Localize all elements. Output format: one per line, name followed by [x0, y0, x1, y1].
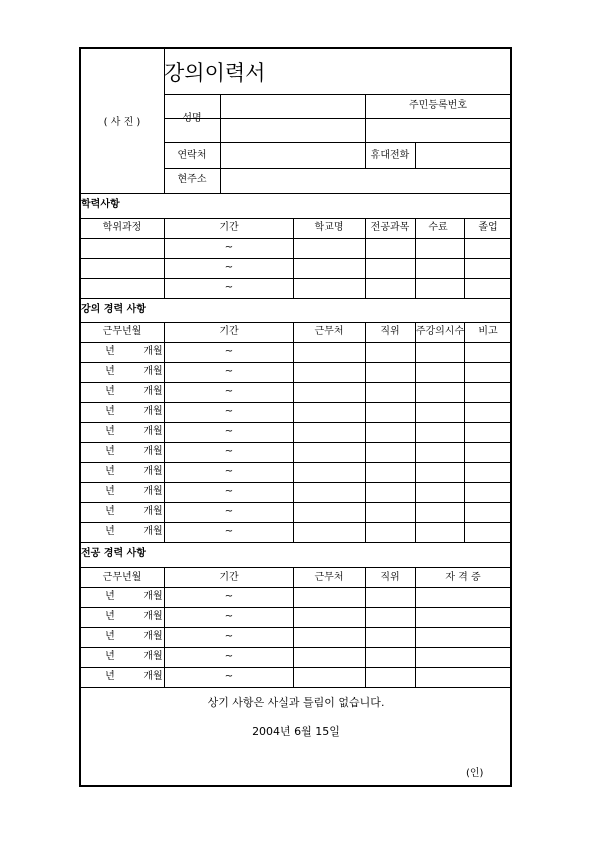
year-label: 년 [105, 591, 115, 602]
month-label: 개월 [143, 446, 163, 457]
period-tilde: ~ [224, 366, 234, 377]
grid-line [80, 647, 512, 648]
grid-line [80, 382, 512, 383]
grid-line [464, 322, 465, 542]
period-tilde: ~ [224, 631, 234, 642]
grid-line [164, 567, 165, 687]
month-label: 개월 [143, 506, 163, 517]
grid-line [80, 362, 512, 363]
period-tilde: ~ [224, 386, 234, 397]
month-label: 개월 [143, 631, 163, 642]
edu-row-tilde: ~ [224, 282, 234, 293]
period-tilde: ~ [224, 671, 234, 682]
edu-header-completion: 수료 [428, 222, 448, 233]
grid-line [80, 567, 512, 568]
period-tilde: ~ [224, 506, 234, 517]
edu-header-school: 학교명 [314, 222, 344, 233]
year-label: 년 [105, 631, 115, 642]
grid-line [80, 258, 512, 259]
month-label: 개월 [143, 671, 163, 682]
grid-line [80, 522, 512, 523]
grid-line [415, 567, 416, 687]
year-label: 년 [105, 651, 115, 662]
education-section-title: 학력사항 [81, 199, 120, 210]
grid-line [80, 442, 512, 443]
month-label: 개월 [143, 346, 163, 357]
grid-line [293, 322, 294, 542]
grid-line [80, 342, 512, 343]
lecture-career-section-title: 강의 경력 사항 [81, 304, 146, 315]
major-header-date: 근무년월 [102, 572, 142, 583]
year-label: 년 [105, 366, 115, 377]
month-label: 개월 [143, 366, 163, 377]
year-label: 년 [105, 406, 115, 417]
month-label: 개월 [143, 611, 163, 622]
major-header-certificate: 자 격 증 [445, 572, 481, 583]
period-tilde: ~ [224, 651, 234, 662]
month-label: 개월 [143, 486, 163, 497]
year-label: 년 [105, 486, 115, 497]
mobile-label: 휴대전화 [370, 150, 410, 161]
grid-line [365, 218, 366, 298]
grid-line [415, 142, 416, 168]
period-tilde: ~ [224, 466, 234, 477]
grid-line [464, 218, 465, 298]
major-header-period: 기간 [219, 572, 239, 583]
grid-line [80, 278, 512, 279]
contact-label: 연락처 [177, 150, 207, 161]
year-label: 년 [105, 526, 115, 537]
grid-line [80, 542, 512, 543]
lecture-header-period: 기간 [219, 326, 239, 337]
grid-line [80, 193, 512, 194]
grid-line [365, 567, 366, 687]
grid-line [80, 482, 512, 483]
grid-line [80, 298, 512, 299]
form-title: 강의이력서 [164, 61, 266, 85]
year-label: 년 [105, 446, 115, 457]
grid-line [80, 667, 512, 668]
grid-line [80, 607, 512, 608]
edu-header-period: 기간 [219, 222, 239, 233]
grid-line [80, 627, 512, 628]
grid-line [80, 402, 512, 403]
month-label: 개월 [143, 386, 163, 397]
grid-line [365, 94, 366, 168]
edu-row-tilde: ~ [224, 242, 234, 253]
grid-line [220, 94, 221, 193]
edu-row-tilde: ~ [224, 262, 234, 273]
period-tilde: ~ [224, 406, 234, 417]
edu-header-major: 전공과목 [370, 222, 410, 233]
year-label: 년 [105, 386, 115, 397]
grid-line [164, 168, 512, 169]
address-label: 현주소 [177, 174, 207, 185]
period-tilde: ~ [224, 526, 234, 537]
grid-line [415, 218, 416, 298]
year-label: 년 [105, 426, 115, 437]
grid-line [164, 142, 512, 143]
period-tilde: ~ [224, 591, 234, 602]
grid-line [80, 322, 512, 323]
year-label: 년 [105, 671, 115, 682]
grid-line [80, 218, 512, 219]
period-tilde: ~ [224, 486, 234, 497]
grid-line [365, 322, 366, 542]
month-label: 개월 [143, 406, 163, 417]
photo-placeholder-label: ( 사 진 ) [103, 117, 141, 128]
seal-mark: (인) [466, 768, 484, 779]
major-header-position: 직위 [380, 572, 400, 583]
grid-line [80, 502, 512, 503]
edu-header-graduation: 졸업 [478, 222, 498, 233]
year-label: 년 [105, 466, 115, 477]
month-label: 개월 [143, 651, 163, 662]
lecture-header-position: 직위 [380, 326, 400, 337]
period-tilde: ~ [224, 426, 234, 437]
grid-line [164, 322, 165, 542]
grid-line [415, 322, 416, 542]
signature-date: 2004년 6월 15일 [252, 725, 340, 738]
name-label: 성명 [182, 113, 202, 124]
lecture-header-workplace: 근무처 [314, 326, 344, 337]
grid-line [164, 94, 512, 95]
lecture-header-hours: 주강의시수 [415, 326, 465, 337]
grid-line [80, 462, 512, 463]
period-tilde: ~ [224, 346, 234, 357]
declaration-statement: 상기 사항은 사실과 틀림이 없습니다. [207, 696, 385, 709]
grid-line [80, 238, 512, 239]
grid-line [80, 687, 512, 688]
year-label: 년 [105, 611, 115, 622]
grid-line [164, 218, 165, 298]
month-label: 개월 [143, 526, 163, 537]
period-tilde: ~ [224, 446, 234, 457]
year-label: 년 [105, 506, 115, 517]
month-label: 개월 [143, 591, 163, 602]
grid-line [80, 422, 512, 423]
grid-line [293, 567, 294, 687]
period-tilde: ~ [224, 611, 234, 622]
year-label: 년 [105, 346, 115, 357]
grid-line [80, 587, 512, 588]
edu-header-degree: 학위과정 [102, 222, 142, 233]
lecture-header-remarks: 비고 [478, 326, 498, 337]
month-label: 개월 [143, 426, 163, 437]
month-label: 개월 [143, 466, 163, 477]
resident-id-label: 주민등록번호 [409, 100, 467, 111]
major-header-workplace: 근무처 [314, 572, 344, 583]
grid-line [293, 218, 294, 298]
grid-line [164, 118, 512, 119]
major-career-section-title: 전공 경력 사항 [81, 548, 146, 559]
lecture-header-date: 근무년월 [102, 326, 142, 337]
